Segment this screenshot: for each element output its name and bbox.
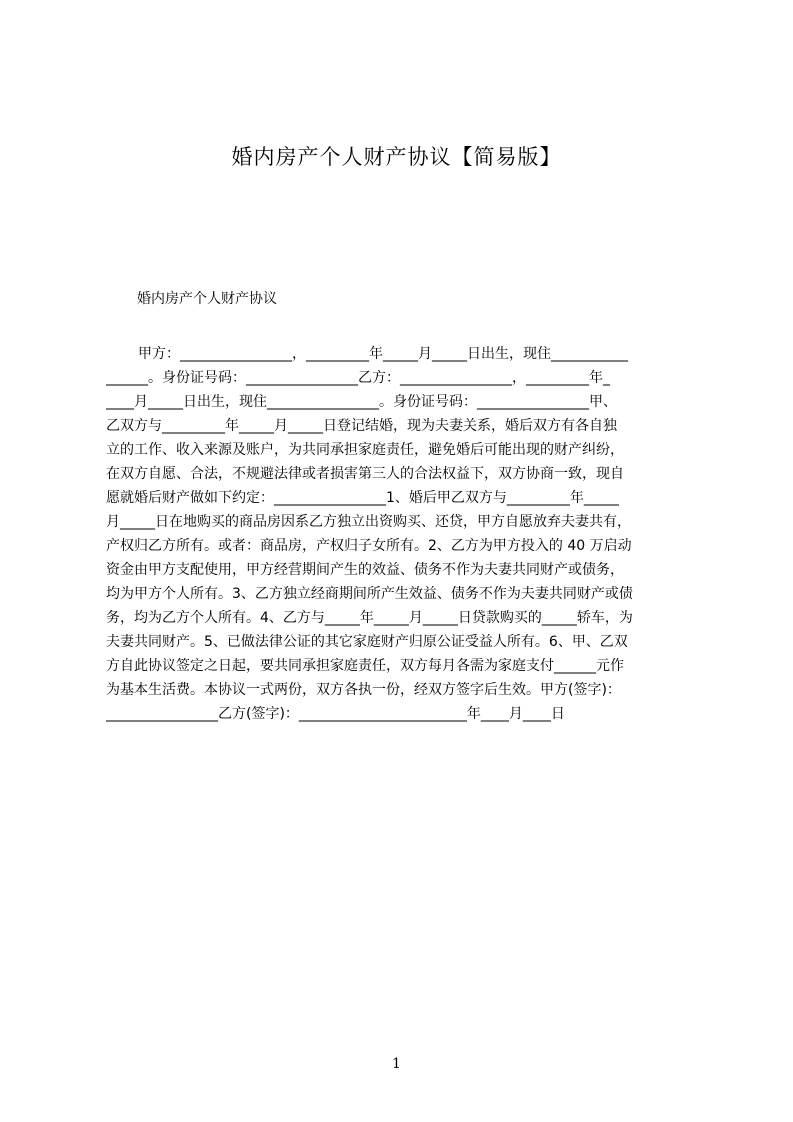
page-number: 1 [392, 1056, 401, 1072]
body-line: ____月_____日出生，现住________________。身份证号码：________________甲、 [106, 394, 617, 410]
body-line: ______。身份证号码：________________乙方：________________，_________年_ [106, 370, 610, 386]
agreement-body [106, 342, 698, 774]
body-line: 均为甲方个人所有。3、乙方独立经商期间所产生效益、债务不作为夫妻共同财产或债 [106, 586, 633, 602]
body-line: 甲方：________________，_________年_____月_____日出生，现住___________ [138, 346, 628, 362]
body-line: 在双方自愿、合法，不规避法律或者损害第三人的合法权益下，双方协商一致，现自 [106, 466, 624, 482]
document-title: 婚内房产个人财产协议【简易版】 [231, 145, 562, 169]
body-line: 方自此协议签定之日起，要共同承担家庭责任，双方每月各需为家庭支付______元作 [106, 658, 624, 674]
document-subtitle: 婚内房产个人财产协议 [137, 291, 277, 307]
body-line: 乙双方与_________年_____月_____日登记结婚，现为夫妻关系，婚后双方有各自独 [106, 418, 617, 434]
body-line: 夫妻共同财产。5、已做法律公证的其它家庭财产归原公证受益人所有。6、甲、乙双 [106, 634, 628, 650]
body-line: 务，均为乙方个人所有。4、乙方与_____年_____月_____日贷款购买的_____轿车，为 [106, 610, 633, 626]
body-line: 产权归乙方所有。或者：商品房，产权归子女所有。2、乙方为甲方投入的 40 万启动 [106, 538, 632, 554]
body-line: 资金由甲方支配使用，甲方经营期间产生的效益、债务不作为夫妻共同财产或债务， [106, 562, 624, 578]
body-line: 为基本生活费。本协议一式两份，双方各执一份，经双方签字后生效。甲方(签字)： [106, 682, 621, 698]
body-line: ________________乙方(签字)：________________________年____月____日 [106, 706, 565, 722]
body-line: 立的工作、收入来源及账户，为共同承担家庭责任，避免婚后可能出现的财产纠纷， [106, 442, 624, 458]
body-line: 愿就婚后财产做如下约定：________________1、婚后甲乙双方与_________年_____ [106, 490, 619, 506]
body-line: 月_____日在地购买的商品房因系乙方独立出资购买、还贷，甲方自愿放弃夫妻共有， [106, 514, 631, 530]
